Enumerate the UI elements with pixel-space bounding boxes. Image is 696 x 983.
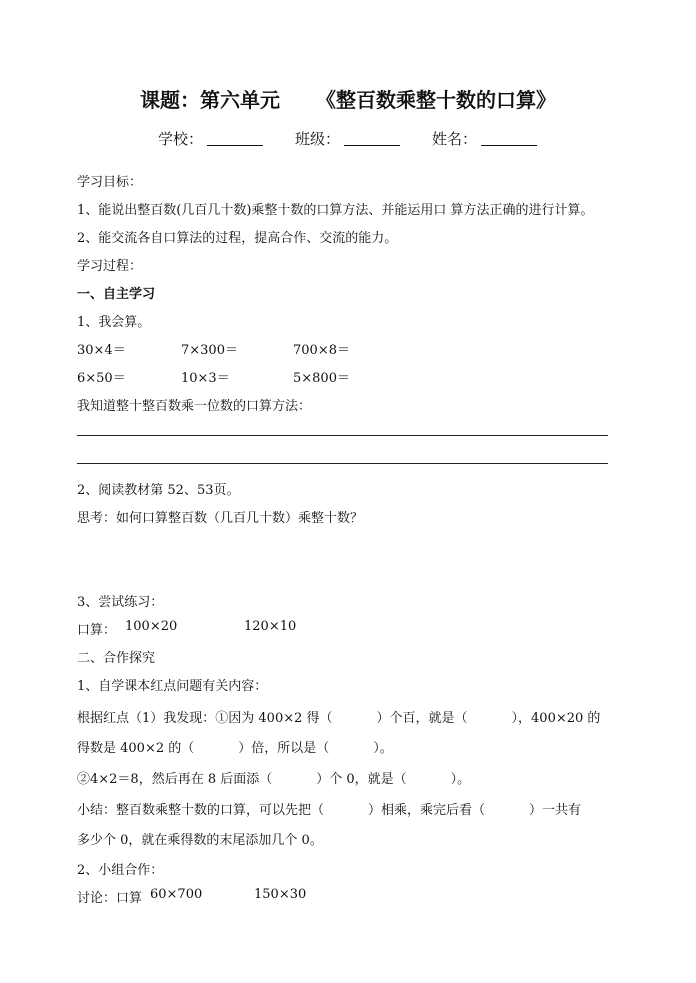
name-blank[interactable] [481, 131, 537, 146]
section-1-heading: 一、自主学习 [77, 287, 156, 302]
method-prompt: 我知道整十整百数乘一位数的口算方法： [77, 399, 312, 414]
discuss-2: 150×30 [254, 887, 307, 902]
oral-1: 100×20 [125, 619, 178, 634]
summary-line-1: 小结：整百数乘整十数的口算，可以先把（ ）相乘，乘完后看（ ）一共有 [77, 803, 582, 818]
discovery-line-3: ②4×2＝8，然后再在 8 后面添（ ）个 0，就是（ ）。 [77, 772, 471, 787]
class-label: 班级： [295, 130, 341, 148]
goals-heading: 学习目标： [77, 175, 143, 190]
name-label: 姓名： [432, 130, 478, 148]
class-blank[interactable] [344, 131, 400, 146]
calc-r1c2: 7×300＝ [181, 343, 238, 358]
calc-r2c3: 5×800＝ [293, 371, 350, 386]
discuss-1: 60×700 [150, 887, 203, 902]
class-field [295, 128, 400, 149]
calc-r1c3: 700×8＝ [293, 343, 350, 358]
goal-1: 1、能说出整百数(几百几十数)乘整十数的口算方法、并能运用口 算方法正确的进行计算。 [77, 203, 594, 218]
part2-item-1: 1、自学课本红点问题有关内容： [77, 679, 268, 694]
answer-line-2[interactable] [77, 463, 608, 464]
title-topic: 《整百数乘整十数的口算》 [316, 88, 556, 112]
discuss-label: 讨论：口算 [77, 891, 143, 906]
calc-r1c1: 30×4＝ [77, 343, 126, 358]
item-1-label: 1、我会算。 [77, 315, 151, 330]
school-label: 学校： [158, 130, 204, 148]
calc-r2c2: 10×3＝ [181, 371, 230, 386]
name-field [432, 128, 537, 149]
think-question: 思考：如何口算整百数（几百几十数）乘整十数？ [77, 511, 364, 526]
discovery-line-2: 得数是 400×2 的（ ）倍，所以是（ ）。 [77, 741, 393, 756]
summary-line-2: 多少个 0，就在乘得数的末尾添加几个 0。 [77, 833, 323, 848]
answer-line-1[interactable] [77, 435, 608, 436]
oral-2: 120×10 [244, 619, 297, 634]
school-field [158, 128, 263, 149]
oral-label: 口算： [77, 623, 117, 638]
part2-item-2: 2、小组合作： [77, 863, 164, 878]
page-title [0, 84, 696, 113]
process-heading: 学习过程： [77, 259, 143, 274]
goal-2: 2、能交流各自口算法的过程，提高合作、交流的能力。 [77, 231, 398, 246]
school-blank[interactable] [207, 131, 263, 146]
calc-r2c1: 6×50＝ [77, 371, 126, 386]
item-2-label: 2、阅读教材第 52、53页。 [77, 483, 240, 498]
title-unit: 课题：第六单元 [140, 88, 280, 112]
section-2-heading: 二、合作探究 [77, 651, 156, 666]
item-3-label: 3、尝试练习： [77, 595, 164, 610]
discovery-line-1: 根据红点（1）我发现：①因为 400×2 得（ ）个百，就是（ ），400×20 的 [77, 711, 601, 726]
